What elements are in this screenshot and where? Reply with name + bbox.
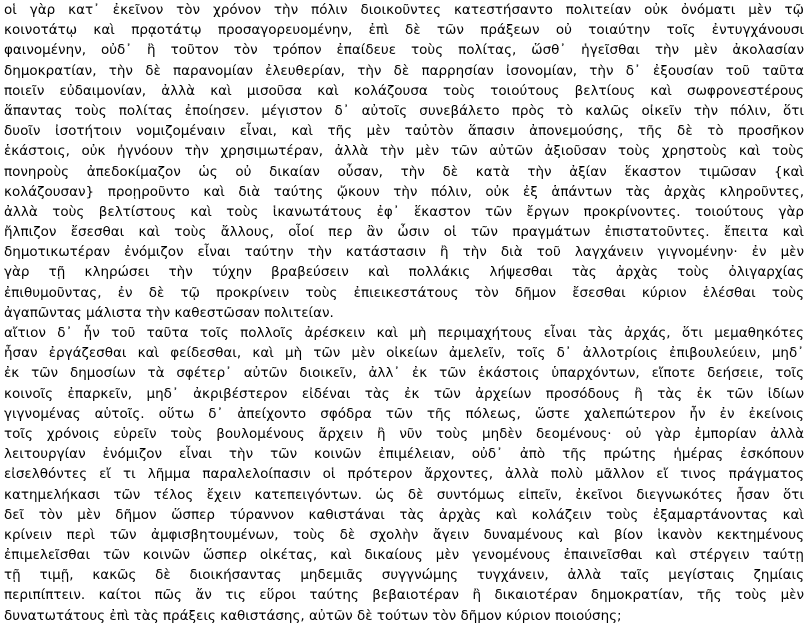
text-line: περιπίπτειν. καίτοι πῶς ἄν τις εὕροι ταύτης βεβαιοτέραν ἢ δικαιοτέραν δημοκρατίαν, τῆς τοὺς μὲν — [4, 587, 804, 604]
text-line: ἤλπιζον ἔσεσθαι καὶ τοὺς ἄλλους, οἷοί περ ἂν ὦσιν οἱ τῶν πραγμάτων ἐπιστατοῦντες. ἔπειτα καὶ — [4, 224, 804, 241]
text-line: ἦσαν ἐργάζεσθαι καὶ φείδεσθαι, καὶ μὴ τῶν μὲν οἰκείων ἀμελεῖν, τοῖς δ᾽ ἀλλοτρίοις ἐπιβουλεύειν, μηδ᾽ — [4, 345, 804, 362]
text-line: δημοκρατίαν, τὴν δὲ παρανομίαν ἐλευθερίαν, τὴν δὲ παρρησίαν ἰσονομίαν, τὴν δ᾽ ἐξουσίαν τοῦ ταῦτα — [4, 62, 804, 79]
text-line: εἰσελθόντες εἴ τι λῆμμα παραλελοίπασιν οἱ πρότερον ἄρχοντες, ἀλλὰ πολὺ μᾶλλον εἴ τινος πράγματος — [4, 466, 804, 483]
text-line: τοῖς χρόνοις εὑρεῖν τοὺς βουλομένους ἄρχειν ἢ νῦν τοὺς μηδὲν δεομένους· οὐ γὰρ ἐμπορίαν ἀλλὰ — [4, 425, 804, 442]
text-line: κατημελήκασι τῶν τέλος ἔχειν κατεπειγόντων. ὡς δὲ συντόμως εἰπεῖν, ἐκεῖνοι διεγνωκότες ἦσαν ὅτι — [4, 486, 804, 503]
text-line: αἴτιον δ᾽ ἦν τοῦ ταῦτα τοῖς πολλοῖς ἀρέσκειν καὶ μὴ περιμαχήτους εἶναι τὰς ἀρχάς, ὅτι μεμαθηκότες — [4, 325, 804, 341]
text-line: ἑκάστοις, οὐκ ἠγνόουν τὴν χρησιμωτέραν, ἀλλὰ τὴν μὲν τῶν αὐτῶν ἀξιοῦσαν τοὺς χρηστοὺς καὶ τοὺς — [4, 143, 804, 160]
paragraph — [4, 0, 804, 323]
text-line: τῇ τιμῇ, κακῶς δὲ διοικήσαντας μηδεμιᾶς συγγνώμης τυγχάνειν, ἀλλὰ ταῖς μεγίσταις ζημίαις — [4, 567, 804, 584]
text-line: πονηροὺς ἀπεδοκίμαζον ὡς οὐ δικαίαν οὖσαν, τὴν δὲ κατὰ τὴν ἀξίαν ἕκαστον τιμῶσαν {καὶ — [4, 163, 804, 180]
text-line: δυοῖν ἰσοτήτοιν νομιζομέναιν εἶναι, καὶ τῆς μὲν ταὐτὸν ἅπασιν ἀπονεμούσης, τῆς δὲ τὸ προσῆκον — [4, 123, 804, 140]
text-line: ἀλλὰ τοὺς βελτίστους καὶ τοὺς ἱκανωτάτους ἐφ᾽ ἕκαστον τῶν ἔργων προκρίνοντες. τοιούτους γὰρ — [4, 203, 804, 220]
text-line: φαινομένην, οὐδ᾽ ἣ τοῦτον τὸν τρόπον ἐπαίδευε τοὺς πολίτας, ὥσθ᾽ ἡγεῖσθαι τὴν μὲν ἀκολασίαν — [4, 42, 804, 59]
text-line: οἱ γὰρ κατ᾽ ἐκεῖνον τὸν χρόνον τὴν πόλιν διοικοῦντες κατεστήσαντο πολιτείαν οὐκ ὀνόματι μὲν τῷ — [4, 2, 804, 18]
text-line: δεῖ τὸν μὲν δῆμον ὥσπερ τύραννον καθιστάναι τὰς ἀρχὰς καὶ κολάζειν τοὺς ἐξαμαρτάνοντας καὶ — [4, 506, 804, 523]
text-line: κοινοτάτῳ καὶ πρᾳοτάτῳ προσαγορευομένην, ἐπὶ δὲ τῶν πράξεων οὐ τοιαύτην τοῖς ἐντυγχάνουσι — [4, 22, 804, 39]
text-line: γὰρ τῇ κληρώσει τὴν τύχην βραβεύσειν καὶ πολλάκις λήψεσθαι τὰς ἀρχὰς τοὺς ὀλιγαρχίας — [4, 264, 804, 281]
text-line: γιγνομένας αὑτοῖς. οὕτω δ᾽ ἀπείχοντο σφόδρα τῶν τῆς πόλεως, ὥστε χαλεπώτερον ἦν ἐν ἐκείνοις — [4, 405, 804, 422]
text-line: δυνατωτάτους ἐπὶ τὰς πράξεις καθιστάσης, αὐτῶν δὲ τούτων τὸν δῆμον κύριον ποιούσης; — [4, 607, 622, 624]
text-line: κοινοῖς ἐπαρκεῖν, μηδ᾽ ἀκριβέστερον εἰδέναι τὰς ἐκ τῶν ἀρχείων προσόδους ἢ τὰς ἐκ τῶν ἰδίων — [4, 385, 804, 402]
text-line: κολάζουσαν} προῃροῦντο καὶ διὰ ταύτης ᾤκουν τὴν πόλιν, οὐκ ἐξ ἁπάντων τὰς ἀρχὰς κληροῦντες, — [4, 183, 804, 200]
text-body — [4, 0, 804, 626]
text-line: ἅπαντας τοὺς πολίτας ἐποίησεν. μέγιστον δ᾽ αὐτοῖς συνεβάλετο πρὸς τὸ καλῶς οἰκεῖν τὴν πόλιν, ὅτι — [4, 102, 804, 119]
text-line: ἐπιθυμοῦντας, ἐν δὲ τῷ προκρίνειν τοὺς ἐπιεικεστάτους τὸν δῆμον ἔσεσθαι κύριον ἑλέσθαι τοὺς — [4, 284, 804, 301]
text-line: ποιεῖν εὐδαιμονίαν, ἀλλὰ καὶ μισοῦσα καὶ κολάζουσα τοὺς τοιούτους βελτίους καὶ σωφρονεστέρους — [4, 82, 804, 99]
paragraph — [4, 323, 804, 626]
text-line: ἐκ τῶν δημοσίων τὰ σφέτερ᾽ αὐτῶν διοικεῖν, ἀλλ᾽ ἐκ τῶν ἑκάστοις ὑπαρχόντων, εἴποτε δεήσειε, τοῖς — [4, 365, 804, 382]
text-line: λειτουργίαν ἐνόμιζον εἶναι τὴν τῶν κοινῶν ἐπιμέλειαν, οὐδ᾽ ἀπὸ τῆς πρώτης ἡμέρας ἐσκόπουν — [4, 446, 804, 463]
text-line: κρίνειν περὶ τῶν ἀμφισβητουμένων, τοὺς δὲ σχολὴν ἄγειν δυναμένους καὶ βίον ἱκανὸν κεκτημένους — [4, 526, 804, 543]
text-line: δημοτικωτέραν ἐνόμιζον εἶναι ταύτην τὴν κατάστασιν ἢ τὴν διὰ τοῦ λαγχάνειν γιγνομένην· ἐν μὲν — [4, 244, 804, 261]
text-line: ἐπιμελεῖσθαι τῶν κοινῶν ὥσπερ οἰκέτας, καὶ δικαίους μὲν γενομένους ἐπαινεῖσθαι καὶ στέργειν ταύτῃ — [4, 547, 804, 564]
text-line: ἀγαπῶντας μάλιστα τὴν καθεστῶσαν πολιτείαν. — [4, 304, 334, 321]
